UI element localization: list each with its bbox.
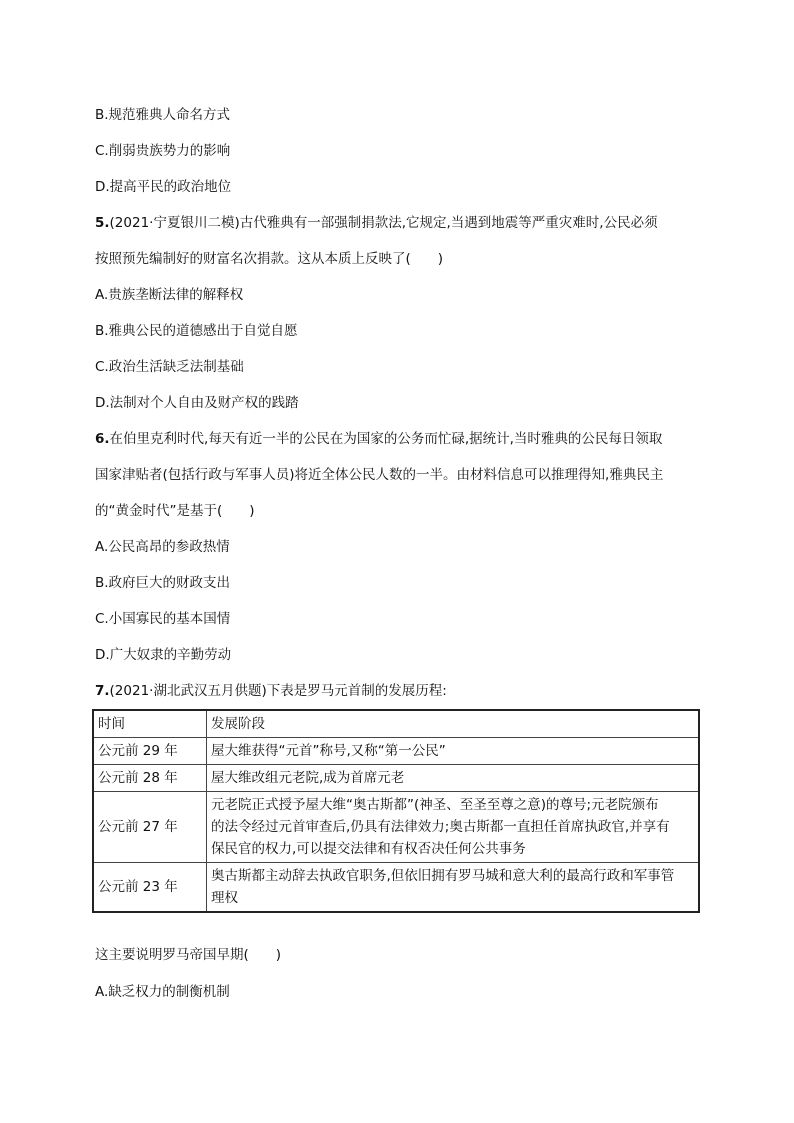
table-header-row xyxy=(93,710,699,738)
table-cell-stage xyxy=(207,792,700,863)
q5-option-d: D.法制对个人自由及财产权的践踏 xyxy=(95,395,299,411)
stage-line: 奥古斯都主动辞去执政官职务,但依旧拥有罗马城和意大利的最高行政和军事管 xyxy=(211,868,675,884)
q5-option-c: C.政治生活缺乏法制基础 xyxy=(95,359,244,375)
q5-stem-text-1: (2021·宁夏银川二模)古代雅典有一部强制捐款法,它规定,当遇到地震等严重灾难时,公民必须 xyxy=(109,215,658,231)
table-cell-time: 公元前 28 年 xyxy=(93,765,207,792)
stage-line: 保民官的权力,可以提交法律和有权否决任何公共事务 xyxy=(211,841,526,857)
q6-option-b: B.政府巨大的财政支出 xyxy=(95,575,231,591)
stage-line: 屋大维改组元老院,成为首席元老 xyxy=(211,770,405,786)
q5-number: 5. xyxy=(95,215,110,231)
principate-development-table xyxy=(92,709,700,913)
q6-stem-line-1 xyxy=(95,429,662,449)
table-header-stage: 发展阶段 xyxy=(207,710,700,738)
q6-stem-text-1: 在伯里克利时代,每天有近一半的公民在为国家的公务而忙碌,据统计,当时雅典的公民每日领取 xyxy=(109,431,663,447)
table-row xyxy=(93,792,699,863)
q5-option-b: B.雅典公民的道德感出于自觉自愿 xyxy=(95,323,298,339)
q5-stem-line-1 xyxy=(95,213,658,233)
stage-line: 元老院正式授予屋大维“奥古斯都”(神圣、至圣至尊之意)的尊号;元老院颁布 xyxy=(211,797,659,813)
q4-option-b: B.规范雅典人命名方式 xyxy=(95,107,231,123)
q7-stem xyxy=(95,681,447,701)
q6-option-d: D.广大奴隶的辛勤劳动 xyxy=(95,647,232,663)
stage-line: 的法令经过元首审查后,仍具有法律效力;奥古斯都一直担任首席执政官,并享有 xyxy=(211,819,670,835)
stage-line: 理权 xyxy=(211,890,238,906)
q7-after-table: 这主要说明罗马帝国早期( ) xyxy=(95,947,282,963)
table-cell-stage xyxy=(207,738,700,765)
q6-number: 6. xyxy=(95,431,110,447)
table-row xyxy=(93,863,699,913)
q7-number: 7. xyxy=(95,683,110,699)
q5-option-a: A.贵族垄断法律的解释权 xyxy=(95,287,244,303)
table-cell-stage xyxy=(207,765,700,792)
q6-stem-line-3: 的“黄金时代”是基于( ) xyxy=(95,503,255,519)
table-cell-time: 公元前 23 年 xyxy=(93,863,207,913)
q6-stem-line-2: 国家津贴者(包括行政与军事人员)将近全体公民人数的一半。由材料信息可以推理得知,雅典民主 xyxy=(95,467,664,483)
q5-stem-line-2: 按照预先编制好的财富名次捐款。这从本质上反映了( ) xyxy=(95,251,444,267)
q6-option-a: A.公民高昂的参政热情 xyxy=(95,539,230,555)
table-header-time: 时间 xyxy=(93,710,207,738)
stage-line: 屋大维获得“元首”称号,又称“第一公民” xyxy=(211,743,446,759)
q4-option-d: D.提高平民的政治地位 xyxy=(95,179,232,195)
q6-option-c: C.小国寡民的基本国情 xyxy=(95,611,231,627)
table-row xyxy=(93,765,699,792)
q7-stem-text: (2021·湖北武汉五月供题)下表是罗马元首制的发展历程: xyxy=(109,683,447,699)
table-cell-stage xyxy=(207,863,700,913)
q4-option-c: C.削弱贵族势力的影响 xyxy=(95,143,231,159)
table-cell-time: 公元前 27 年 xyxy=(93,792,207,863)
q7-option-a: A.缺乏权力的制衡机制 xyxy=(95,984,230,1000)
table-row xyxy=(93,738,699,765)
table-cell-time: 公元前 29 年 xyxy=(93,738,207,765)
